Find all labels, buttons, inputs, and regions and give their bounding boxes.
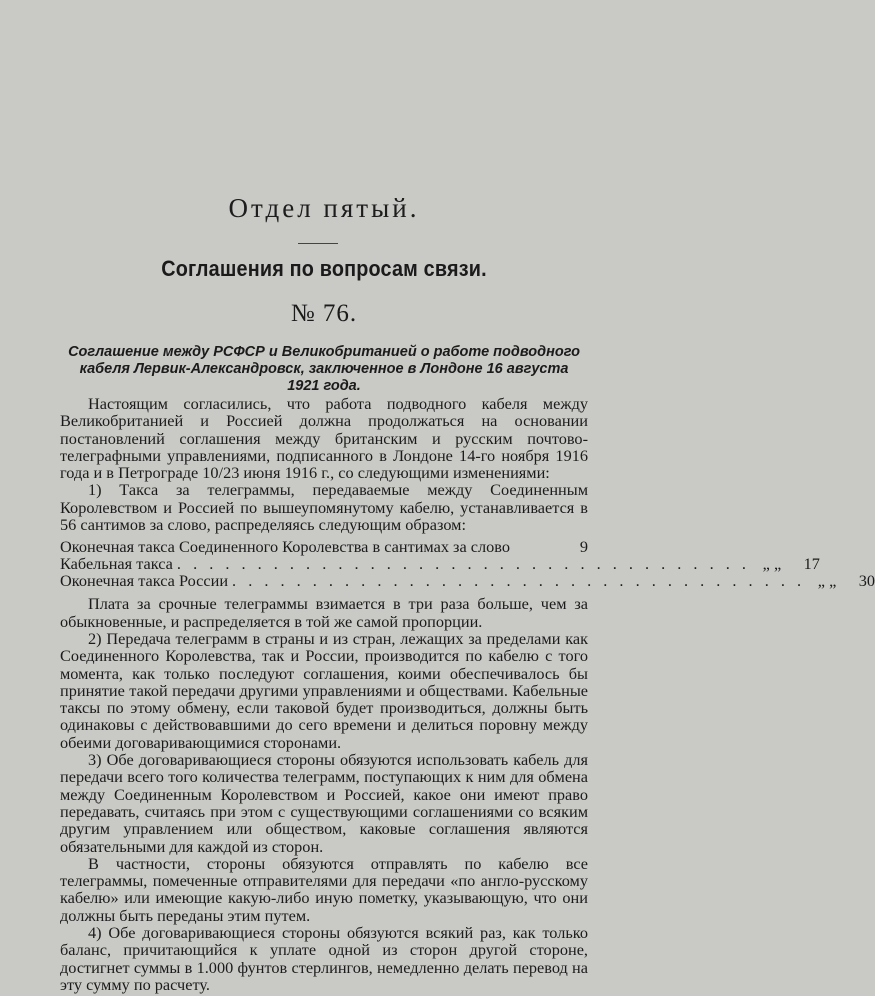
paragraph-preamble: Настоящим согласились, что работа подводного кабеля между Великобританией и Россией должна продолжаться на основании постановлений соглашения между британским и русским почтово-телеграфными управлениями, подписанного в Лондоне 14-го ноября 1916 года и в Петрограде 10/23 июня 1916 г., со следующими изменениями:	[60, 394, 588, 483]
ditto-marks: „ „	[817, 571, 837, 591]
rate-table	[60, 537, 875, 591]
rate-row	[60, 571, 875, 591]
rate-value: 9	[579, 537, 588, 557]
document-heading-line: кабеля Лервик-Александровск, заключенное в Лондоне 16 августа	[79, 361, 569, 377]
rate-label: Оконечная такса Соединенного Королевства в сантимах за слово	[60, 537, 510, 557]
rate-row	[60, 554, 820, 574]
dot-leader: . . . . . . . . . . . . . . . . . . . . . . . . . . . . . . . . . . . .	[232, 571, 806, 591]
rate-row	[60, 538, 588, 555]
paragraph-urgent-rates: Плата за срочные телеграммы взимается в три раза больше, чем за обыкновенные, и распределяется в той же самой пропорции.	[60, 594, 588, 631]
dot-leader: . . . . . . . . . . . . . . . . . . . . . . . . . . . . . . . . . . . .	[176, 554, 750, 574]
rate-value: 30	[858, 571, 875, 591]
document-heading-line: Соглашение между РСФСР и Великобританией о работе подводного	[68, 344, 580, 360]
document-heading	[60, 344, 588, 395]
document-body	[60, 394, 875, 994]
document-number: № 76.	[290, 300, 358, 327]
title-divider	[298, 243, 338, 244]
ditto-marks: „ „	[762, 554, 782, 574]
section-title: Отдел пятый.	[228, 193, 420, 223]
document-heading-line: 1921 года.	[287, 378, 361, 394]
rate-value: 17	[803, 554, 820, 574]
paragraph-article-1: 1) Такса за телеграммы, передаваемые между Соединенным Королевством и Россией по вышеупомянутому кабелю, устанавливается в 56 сантимов за слово, распределяясь следующим образом:	[60, 480, 588, 535]
paragraph-article-4: 4) Обе договаривающиеся стороны обязуются всякий раз, как только баланс, причитающийся к уплате одной из сторон другой стороне, достигнет суммы в 1.000 фунтов стерлингов, немедленно делать перевод на эту сумму по расчету.	[60, 923, 588, 994]
rate-label: Оконечная такса России	[60, 571, 229, 591]
section-subtitle: Соглашения по вопросам связи.	[161, 256, 487, 281]
rate-label: Кабельная такса	[60, 554, 173, 574]
paragraph-article-2: 2) Передача телеграмм в страны и из стран, лежащих за пределами как Соединенного Королевства, так и России, производится по кабелю с того момента, как только последуют соглашения, коими обеспечивалось бы принятие такой передачи другими управлениями и обществами. Кабельные таксы по этому обмену, если таковой будет производиться, должны быть одинаковы с действовавшими до сего времени и делиться поровну между обеими договаривающимися сторонами.	[60, 628, 588, 752]
paragraph-article-3-detail: В частности, стороны обязуются отправлять по кабелю все телеграммы, помеченные отправителями для передачи «по англо-русскому кабелю» или имеющие какую-либо иную пометку, указывающую, что они должны быть переданы этим путем.	[60, 853, 588, 925]
paragraph-article-3: 3) Обе договаривающиеся стороны обязуются использовать кабель для передачи всего того количества телеграмм, поступающих к ним для обмена между Соединенным Королевством и Россией, какое они имеют право передавать, считаясь при этом с существующими соглашениями со всяким другим управлением или обществом, каковые соглашения являются обязательными для каждой из сторон.	[60, 750, 588, 856]
